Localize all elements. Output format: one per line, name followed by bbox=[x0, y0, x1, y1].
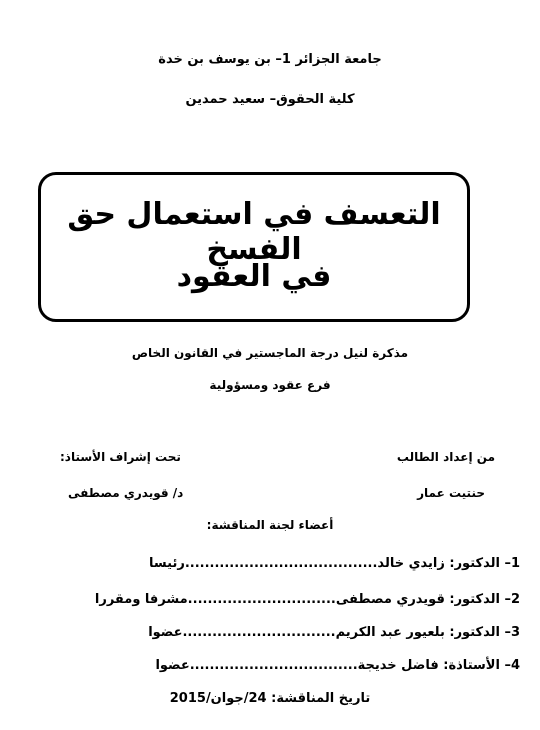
degree-text: مذكرة لنيل درجة الماجستير في القانون الخاص bbox=[131, 346, 409, 360]
university-name: جامعة الجزائر 1– بن يوسف بن خدة bbox=[158, 52, 382, 67]
defense-date: تاريخ المناقشة: 24/جوان/2015 bbox=[169, 691, 371, 706]
thesis-title-line1: التعسف في استعمال حق الفسخ bbox=[67, 197, 441, 267]
committee-member: 2– الدكتور: قويدري مصطفى..............................مشرفا ومقررا bbox=[94, 592, 520, 607]
branch-text: فرع عقود ومسؤولية bbox=[209, 378, 331, 392]
supervisor-label: تحت إشراف الأستاذ: bbox=[60, 450, 181, 464]
thesis-title-line2: في العقود bbox=[176, 259, 332, 294]
supervisor-name: د/ قويدري مصطفى bbox=[68, 486, 184, 500]
student-name: حنتيت عمار bbox=[417, 486, 485, 500]
committee-member: 3– الدكتور: بلعيور عبد الكريم...............................عضوا bbox=[148, 625, 520, 640]
prepared-by-label: من إعداد الطالب bbox=[396, 450, 495, 464]
committee-member: 1– الدكتور: زايدي خالد.......................................رئيسا bbox=[149, 556, 520, 571]
committee-member: 4– الأستاذة: فاضل خديجة..................................عضوا bbox=[155, 658, 520, 673]
committee-heading: أعضاء لجنة المناقشة: bbox=[206, 518, 334, 532]
faculty-name: كلية الحقوق– سعيد حمدين bbox=[185, 92, 355, 107]
title-box bbox=[38, 172, 470, 322]
